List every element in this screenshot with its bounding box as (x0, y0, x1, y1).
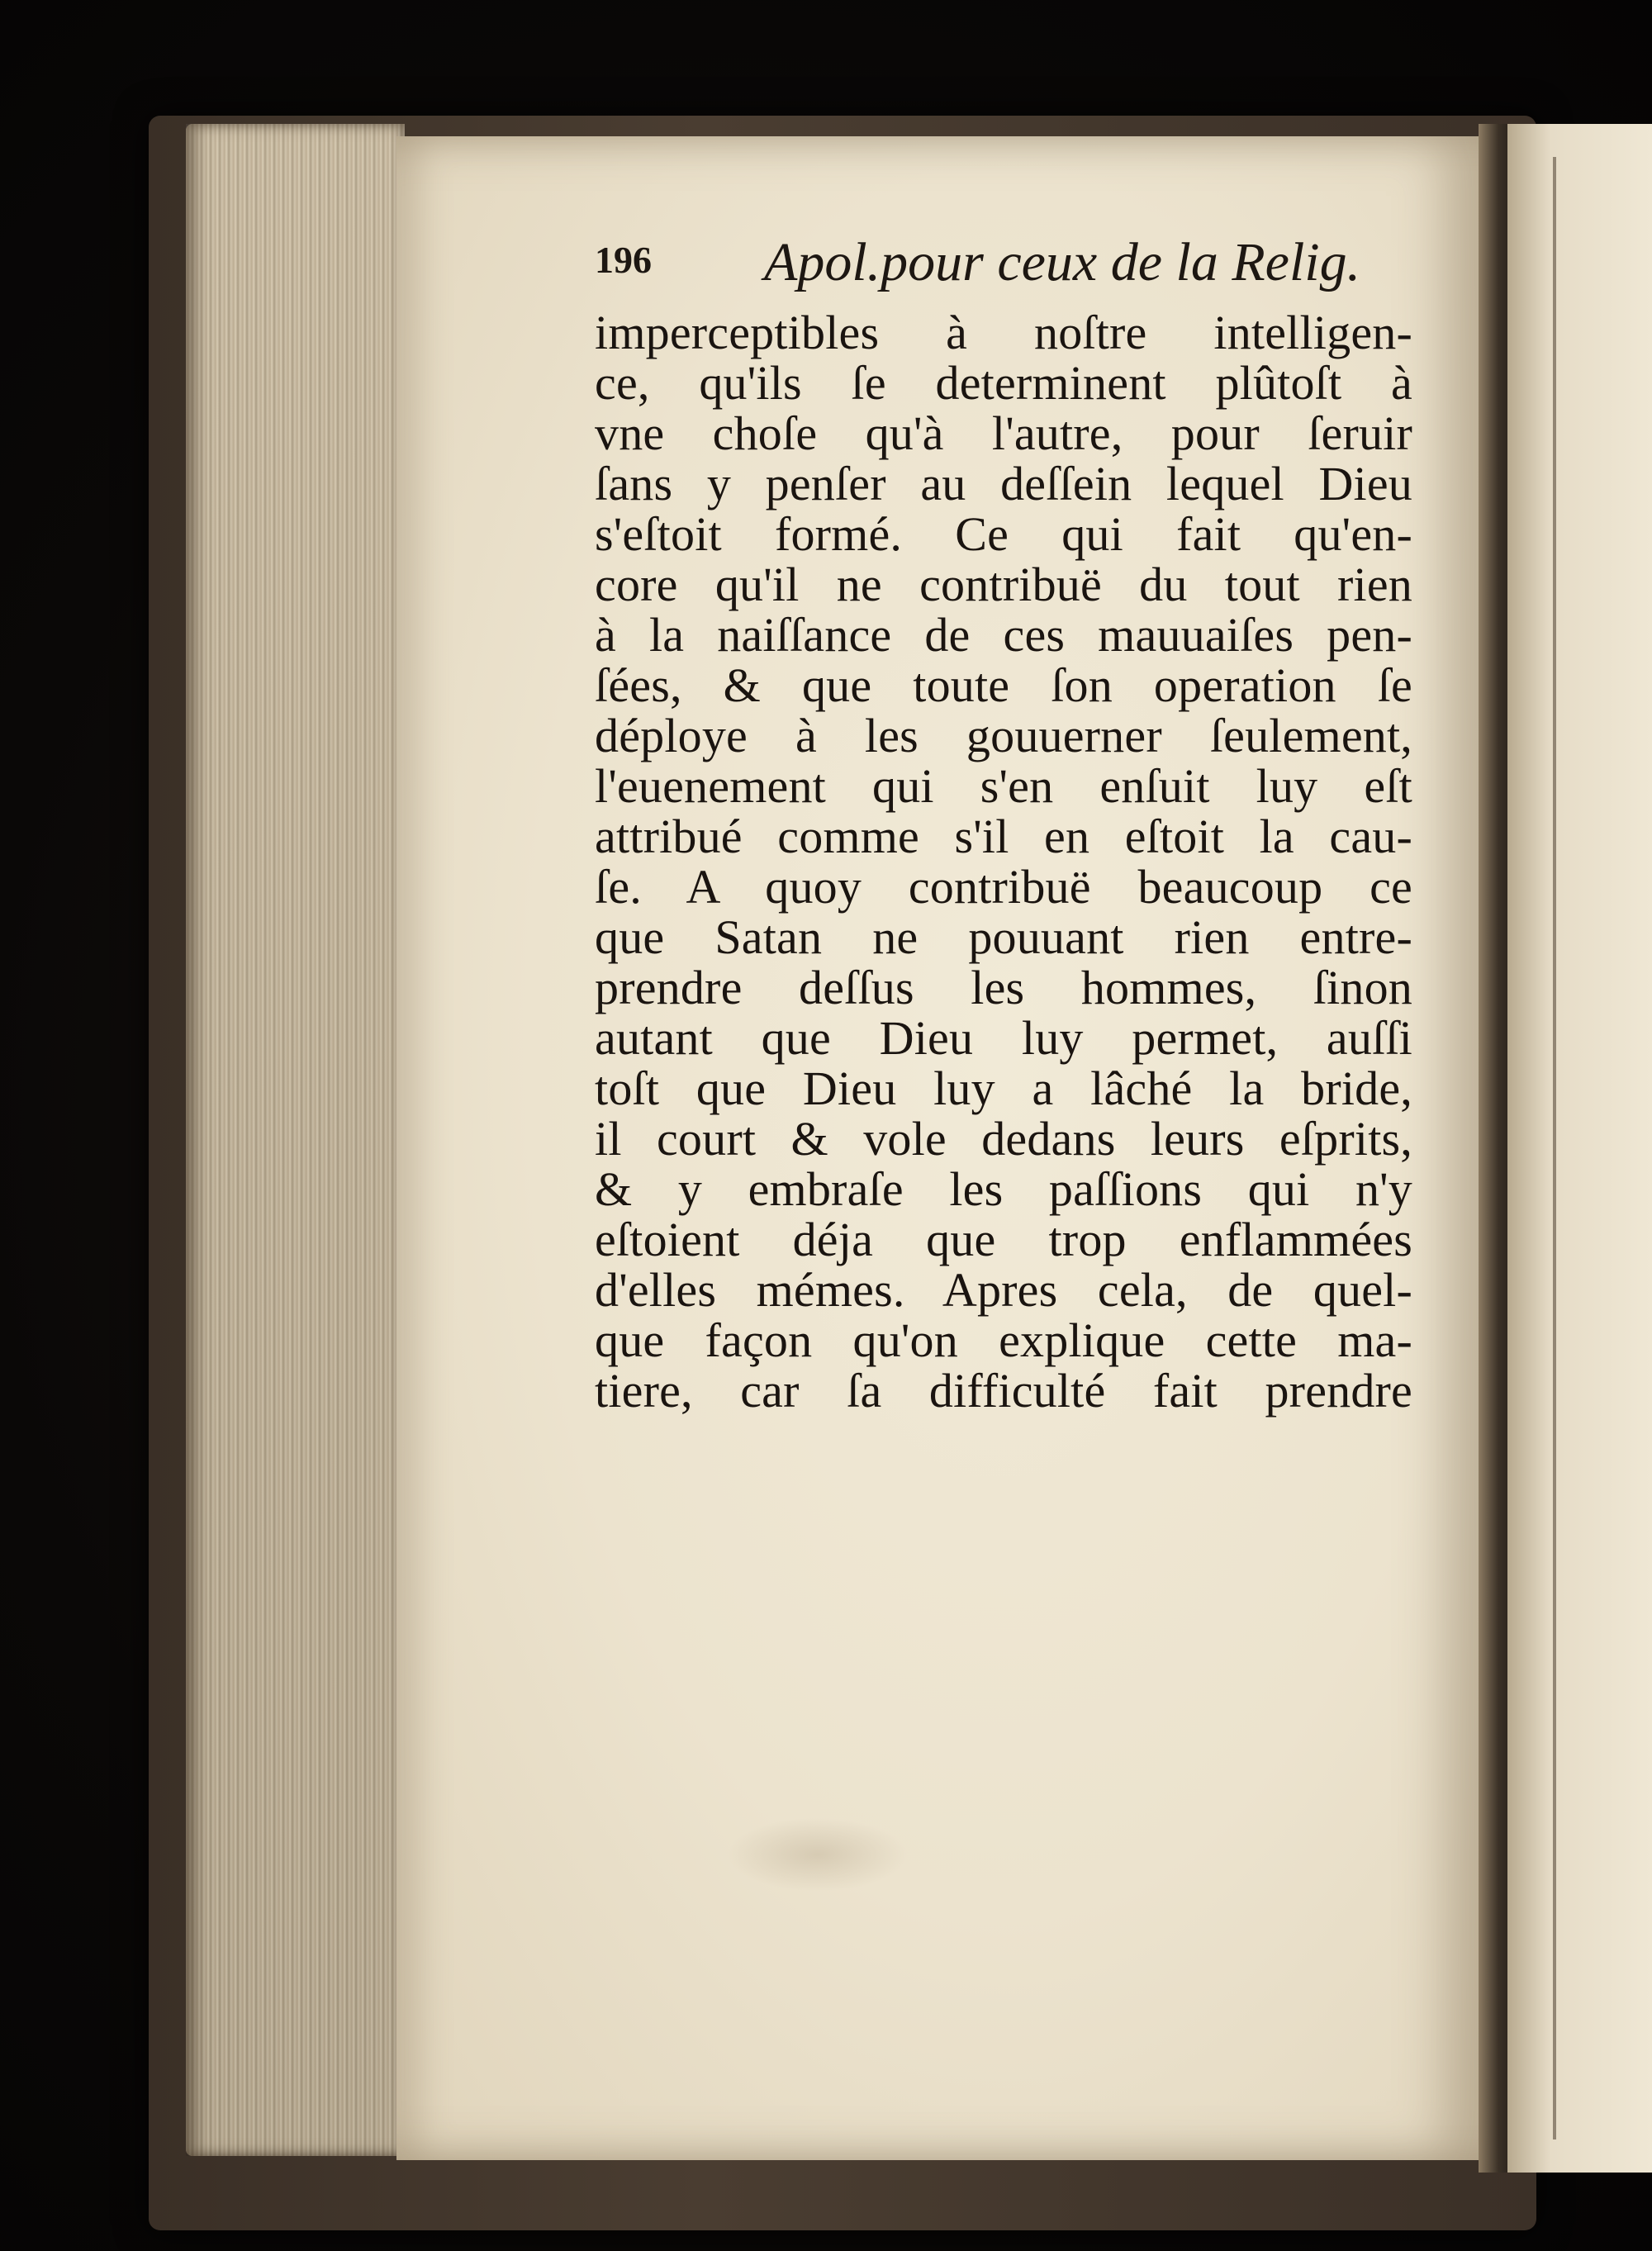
text-line: d'elles mémes. Apres cela, de quel- (595, 1263, 1412, 1317)
text-line: ce, qu'ils ſe determinent plûtoſt à (595, 356, 1412, 410)
text-line: attribué comme s'il en eſtoit la cau- (595, 810, 1412, 863)
text-line: l'euenement qui s'en enſuit luy eſt (595, 759, 1412, 813)
text-line: déploye à les gouuerner ſeulement, (595, 709, 1412, 762)
text-line: autant que Dieu luy permet, auſſi (595, 1011, 1412, 1065)
text-line: eſtoient déja que trop enflammées (595, 1213, 1412, 1266)
facing-page (1507, 124, 1652, 2173)
page-number: 196 (595, 239, 652, 281)
text-line: imperceptibles à noſtre intelligen- (595, 306, 1412, 359)
text-line: ſans y penſer au deſſein lequel Dieu (595, 457, 1412, 511)
running-head (595, 231, 1404, 297)
text-line: s'eſtoit formé. Ce qui fait qu'en- (595, 507, 1412, 561)
facing-page-edge (1553, 157, 1556, 2139)
gutter-shadow (1479, 124, 1512, 2173)
text-line: ſées, & que toute ſon operation ſe (595, 658, 1412, 712)
text-line: toſt que Dieu luy a lâché la bride, (595, 1061, 1412, 1115)
body-text (595, 307, 1412, 1416)
text-line: tiere, car ſa difficulté fait prendre (595, 1364, 1412, 1418)
paper-stain (727, 1817, 909, 1892)
text-line: prendre deſſus les hommes, ſinon (595, 961, 1412, 1014)
page-stack-edge (186, 124, 405, 2156)
text-line: core qu'il ne contribuë du tout rien (595, 558, 1412, 611)
text-line: vne choſe qu'à l'autre, pour ſeruir (595, 406, 1412, 460)
text-line: que façon qu'on explique cette ma- (595, 1313, 1412, 1367)
text-line: il court & vole dedans leurs eſprits, (595, 1112, 1412, 1166)
text-line: que Satan ne pouuant rien entre- (595, 910, 1412, 964)
running-title: Apol.pour ceux de la Relig. (764, 232, 1361, 292)
text-line: à la naiſſance de ces mauuaiſes pen- (595, 608, 1412, 662)
text-line: & y embraſe les paſſions qui n'y (595, 1162, 1412, 1216)
text-line: ſe. A quoy contribuë beaucoup ce (595, 860, 1412, 914)
